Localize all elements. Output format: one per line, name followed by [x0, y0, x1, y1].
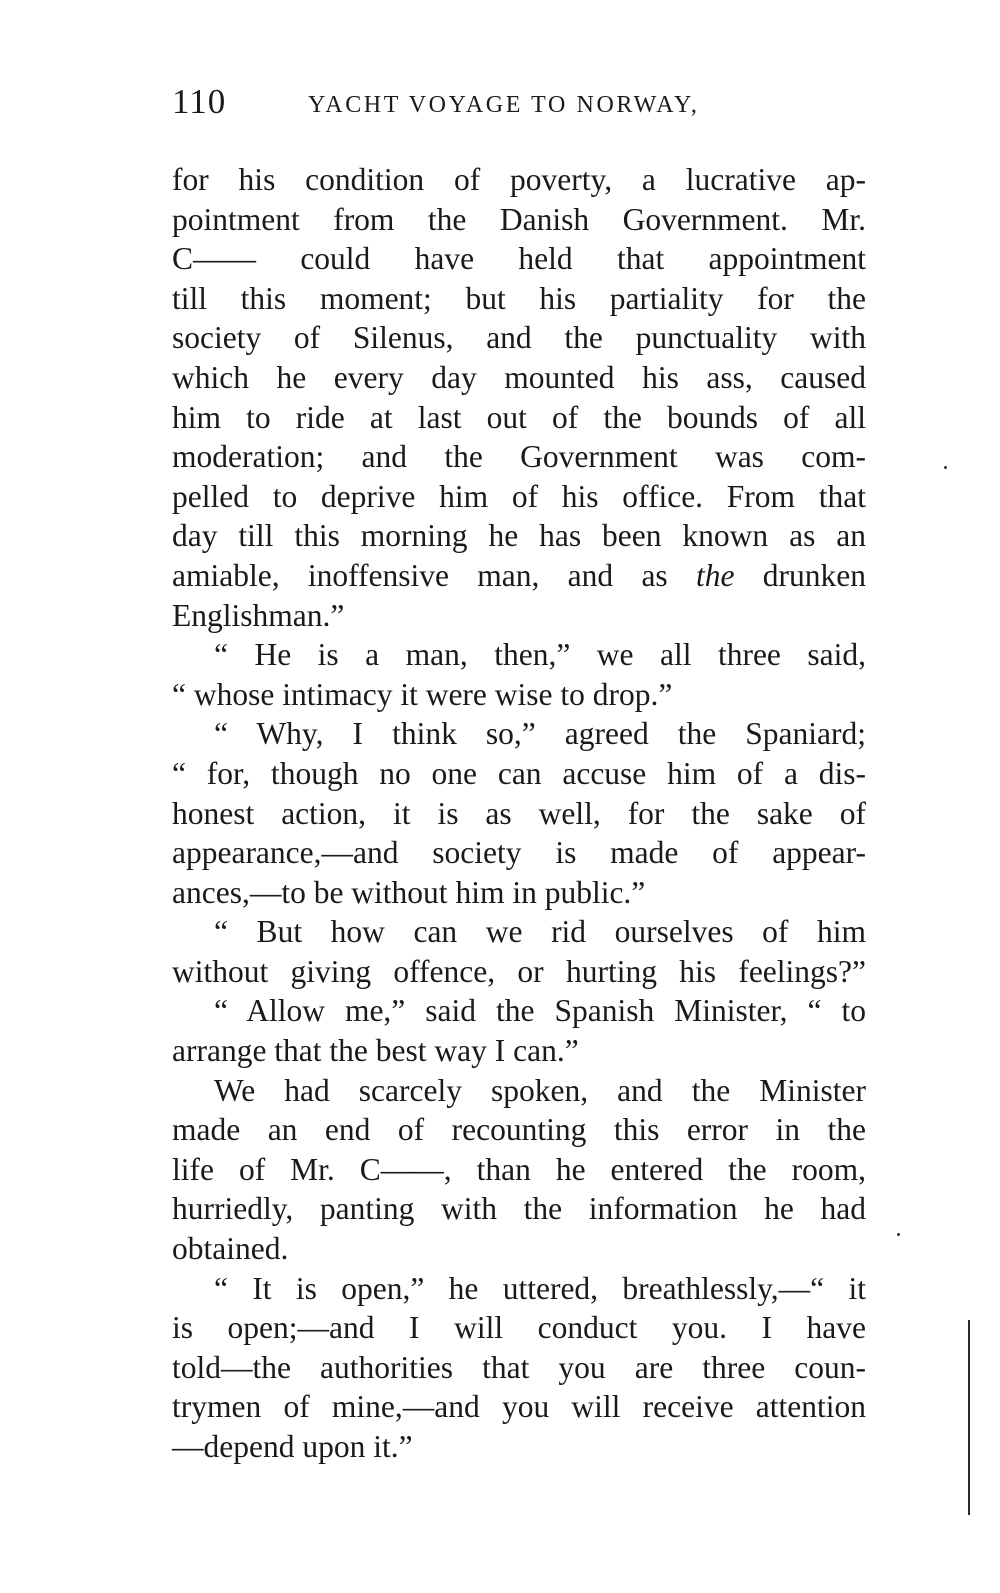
text-line: society of Silenus, and the punctuality with [172, 320, 866, 356]
text-line: Englishman.” [172, 597, 345, 633]
text-line: for his condition of poverty, a lucrative ap- [172, 162, 866, 197]
text-line: hurriedly, panting with the information he had [172, 1191, 866, 1227]
text-line: obtained. [172, 1231, 289, 1267]
text-line: “ whose intimacy it were wise to drop.” [172, 676, 673, 712]
text-line: is open;—and I will conduct you. I have [172, 1310, 866, 1346]
body-text [172, 160, 866, 1467]
text-line: without giving offence, or hurting his feelings?” [172, 953, 866, 989]
text-line: honest action, it is as well, for the sake of [172, 795, 866, 831]
text-line: day till this morning he has been known as an [172, 518, 866, 554]
page-number: 110 [172, 82, 227, 121]
text-line: “ for, though no one can accuse him of a dis- [172, 755, 866, 791]
text-line: life of Mr. C——, than he entered the room, [172, 1151, 866, 1187]
ink-speck [897, 1233, 900, 1236]
text-line: “ Allow me,” said the Spanish Minister, “ to [214, 993, 866, 1029]
text-line: pointment from the Danish Government. Mr. [172, 201, 866, 237]
text-line: “ Why, I think so,” agreed the Spaniard; [214, 716, 866, 752]
text-line: till this moment; but his partiality for the [172, 280, 866, 316]
text-line: “ He is a man, then,” we all three said, [214, 637, 866, 673]
text-line: pelled to deprive him of his office. From that [172, 478, 866, 514]
text-line: him to ride at last out of the bounds of all [172, 399, 866, 435]
text-line: We had scarcely spoken, and the Minister [214, 1072, 866, 1108]
text-line: made an end of recounting this error in the [172, 1112, 866, 1148]
text-line: “ But how can we rid ourselves of him [214, 914, 866, 950]
text-line: arrange that the best way I can.” [172, 1033, 579, 1069]
text-line: C—— could have held that appointment [172, 241, 866, 277]
ink-speck [944, 466, 947, 469]
text-line: amiable, inoffensive man, and as the drunken [172, 557, 866, 593]
text-line: ances,—to be without him in public.” [172, 874, 646, 910]
running-head [172, 82, 862, 122]
text-line: trymen of mine,—and you will receive attention [172, 1389, 866, 1425]
text-line: “ It is open,” he uttered, breathlessly,—“ it [214, 1270, 866, 1306]
text-line: —depend upon it.” [172, 1429, 413, 1464]
text-line: appearance,—and society is made of appear- [172, 835, 866, 871]
text-line: told—the authorities that you are three coun- [172, 1349, 866, 1385]
running-title: YACHT VOYAGE TO NORWAY, [308, 92, 700, 118]
margin-rule [968, 1320, 970, 1515]
text-line: moderation; and the Government was com- [172, 439, 866, 475]
text-line: which he every day mounted his ass, caused [172, 359, 866, 395]
